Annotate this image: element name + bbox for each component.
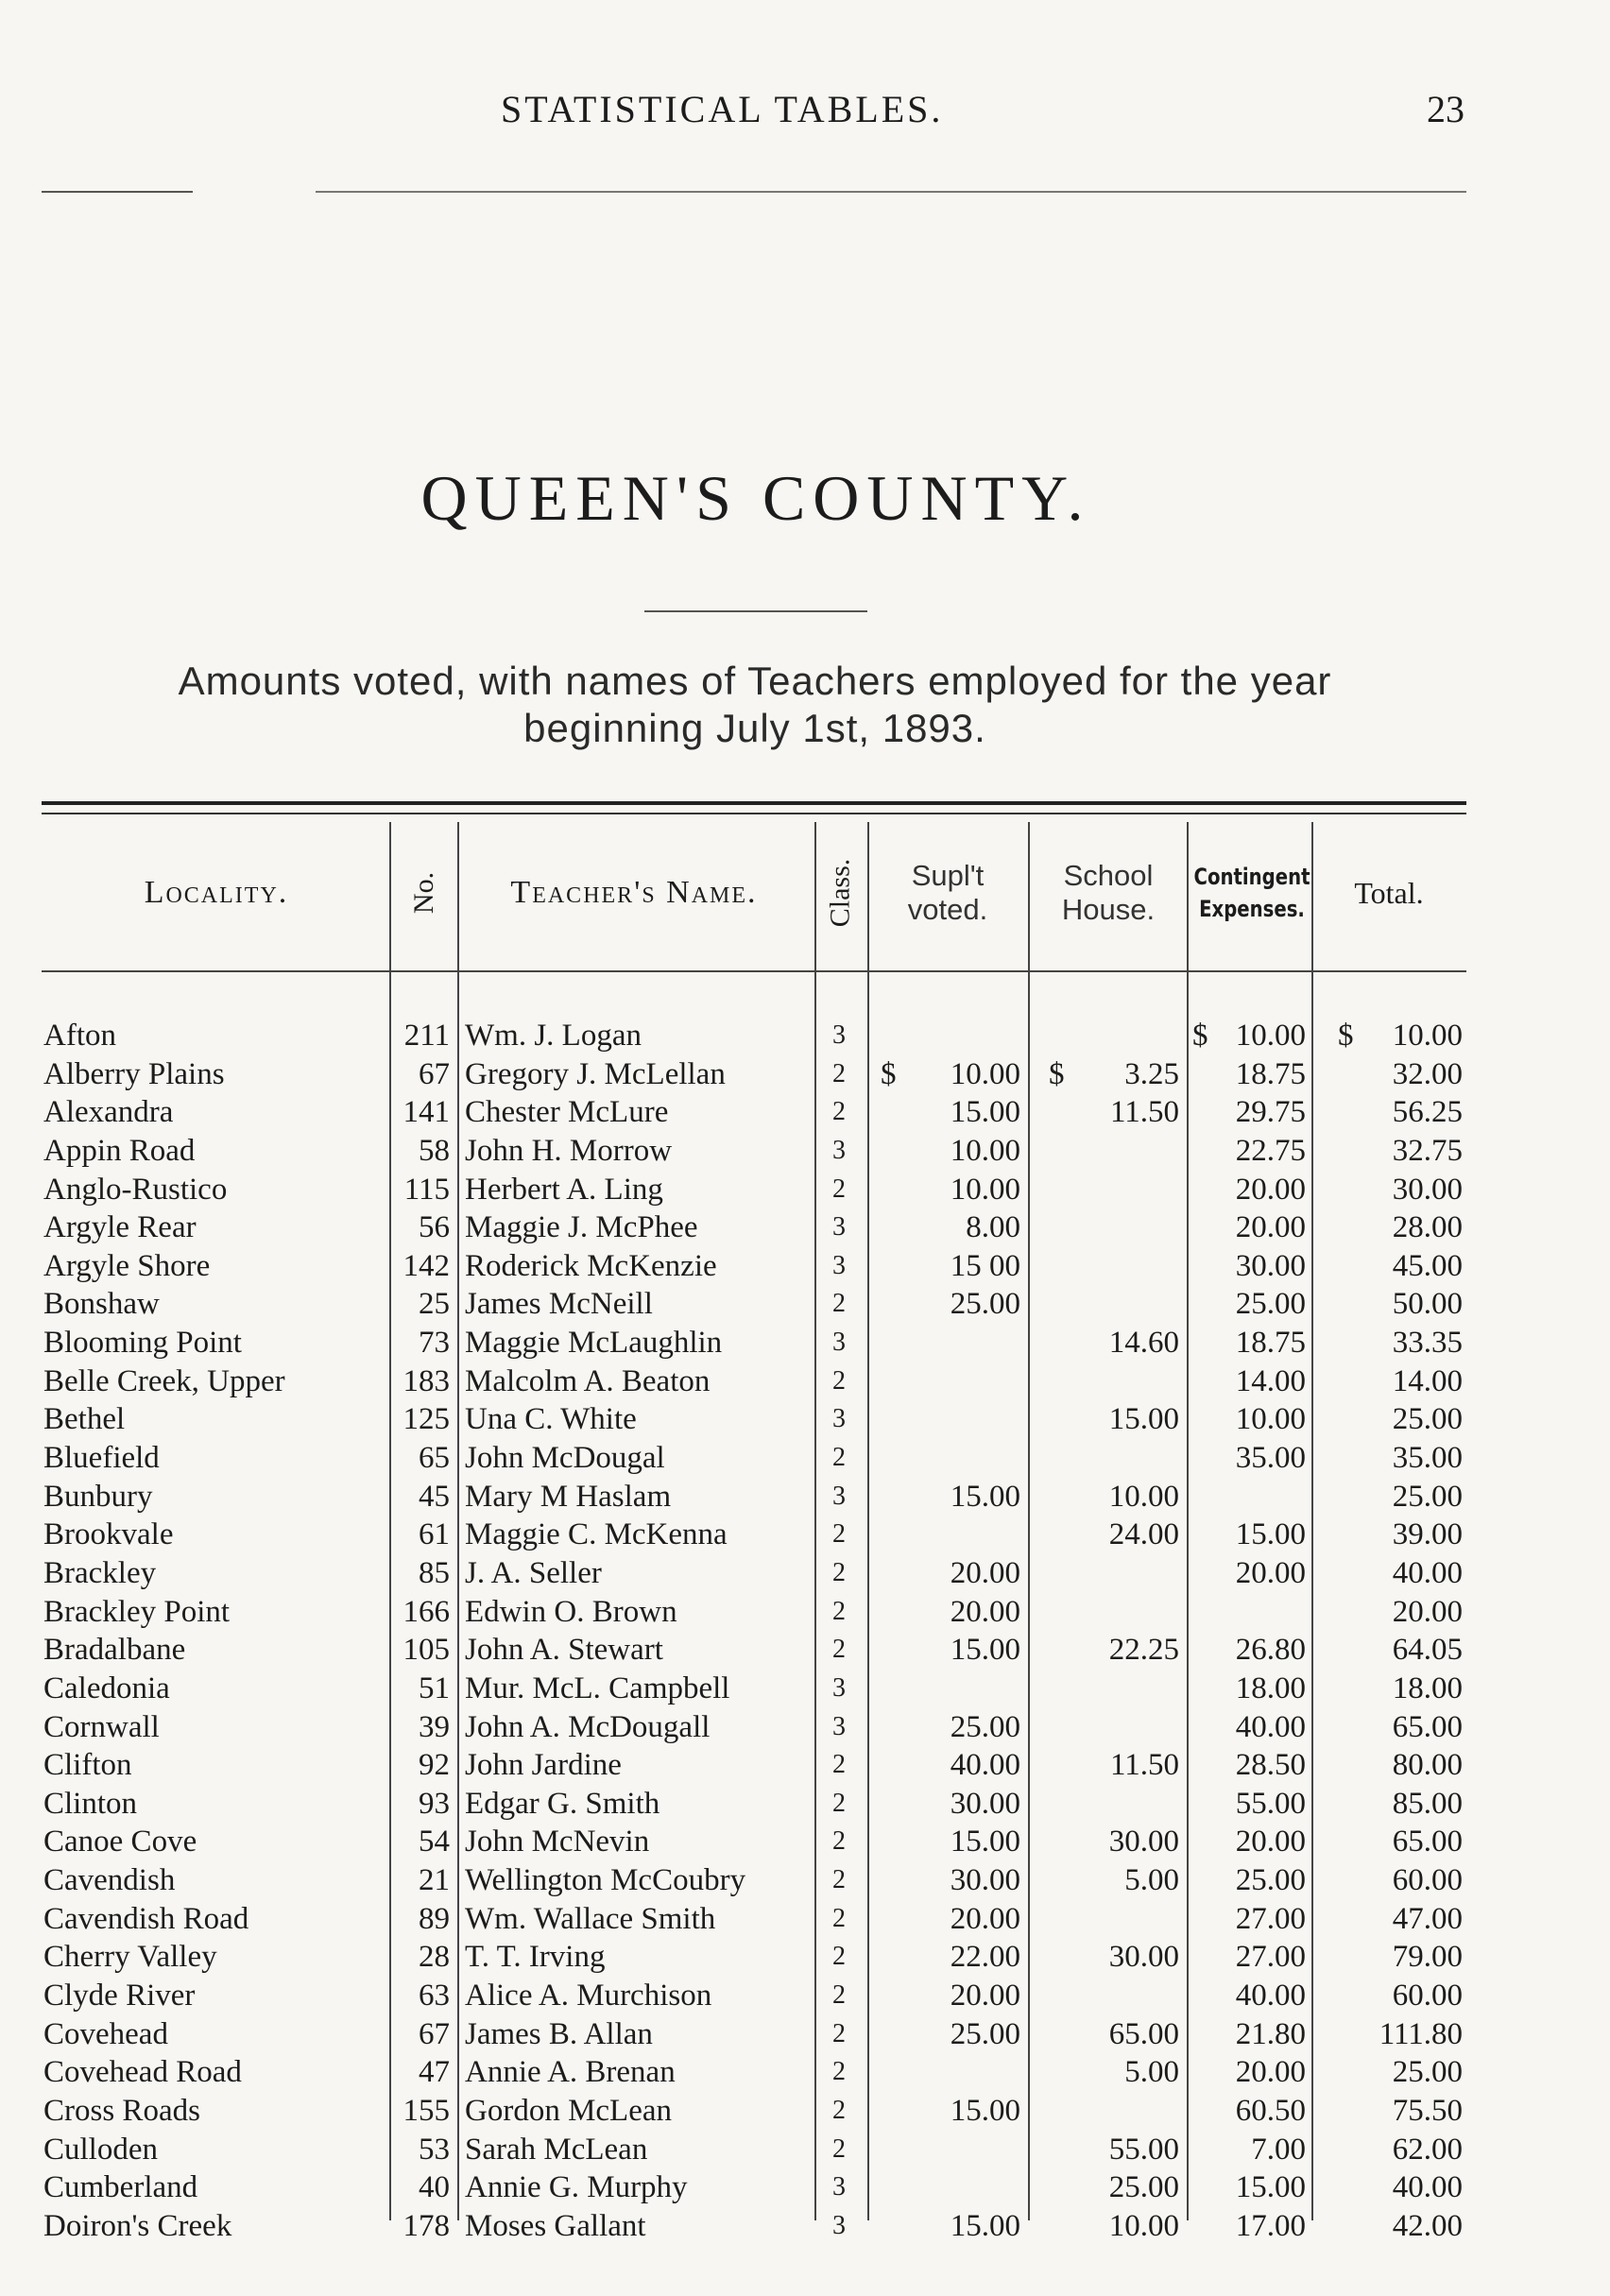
contingent-expenses-cell: 25.00: [1235, 1287, 1306, 1322]
locality-cell: Blooming Point: [43, 1326, 242, 1361]
contingent-expenses-cell: 35.00: [1235, 1441, 1306, 1476]
total-cell: 56.25: [1392, 1095, 1463, 1130]
suplt-voted-cell: 22.00: [950, 1940, 1020, 1975]
school-house-cell: 65.00: [1108, 2016, 1179, 2051]
suplt-voted-cell: 15.00: [950, 1825, 1020, 1859]
number-cell: 85: [419, 1555, 450, 1590]
teacher-name-cell: Mur. McL. Campbell: [465, 1671, 730, 1705]
class-cell: 3: [832, 2172, 846, 2202]
table-row: [0, 1283, 1610, 1322]
school-house-cell: 30.00: [1108, 1825, 1179, 1859]
teacher-name-cell: John A. McDougall: [465, 1709, 711, 1744]
table-row: [0, 1361, 1610, 1399]
contingent-expenses-cell: 26.80: [1235, 1633, 1306, 1668]
teacher-name-cell: Chester McLure: [465, 1095, 669, 1130]
class-cell: 3: [832, 1481, 846, 1511]
total-cell: 79.00: [1392, 1940, 1463, 1975]
number-cell: 28: [419, 1940, 450, 1975]
school-house-cell: 25.00: [1108, 2170, 1179, 2205]
locality-cell: Canoe Cove: [43, 1825, 197, 1859]
number-cell: 53: [419, 2132, 450, 2167]
number-cell: 105: [402, 1633, 450, 1668]
locality-cell: Bluefield: [43, 1441, 160, 1476]
total-cell: 75.50: [1392, 2093, 1463, 2128]
number-cell: 61: [419, 1517, 450, 1552]
contingent-expenses-cell: 27.00: [1235, 1940, 1306, 1975]
table-row: [0, 1091, 1610, 1130]
col-header-school-house: School House.: [1061, 859, 1156, 926]
contingent-expenses-cell: 18.75: [1235, 1056, 1306, 1091]
title-rule: [644, 610, 867, 612]
table-row: [0, 1706, 1610, 1745]
table-row: [0, 1245, 1610, 1284]
locality-cell: Cornwall: [43, 1709, 160, 1744]
locality-cell: Covehead: [43, 2016, 168, 2051]
teacher-name-cell: Annie G. Murphy: [465, 2170, 688, 2205]
total-cell: 39.00: [1392, 1517, 1463, 1552]
locality-cell: Cumberland: [43, 2170, 198, 2205]
school-house-cell: 30.00: [1108, 1940, 1179, 1975]
total-cell: 47.00: [1392, 1901, 1463, 1936]
suplt-voted-cell: 15 00: [950, 1248, 1020, 1283]
teacher-name-cell: Wm. J. Logan: [465, 1019, 642, 1053]
class-cell: 2: [832, 2095, 846, 2125]
suplt-voted-cell: 8.00: [966, 1210, 1020, 1245]
class-cell: 2: [832, 2018, 846, 2048]
contingent-expenses-cell: 10.00: [1235, 1402, 1306, 1437]
locality-cell: Cross Roads: [43, 2093, 200, 2128]
caption-line-2: beginning July 1st, 1893.: [523, 706, 986, 750]
contingent-expenses-cell: 10.00: [1235, 1019, 1306, 1053]
teacher-name-cell: Roderick McKenzie: [465, 1248, 717, 1283]
number-cell: 93: [419, 1786, 450, 1821]
teacher-name-cell: John A. Stewart: [465, 1633, 663, 1668]
class-cell: 3: [832, 1212, 846, 1242]
table-body: [0, 1015, 1610, 2244]
head-rule-left: [42, 191, 193, 193]
number-cell: 67: [419, 1056, 450, 1091]
table-row: [0, 1629, 1610, 1668]
number-cell: 92: [419, 1748, 450, 1783]
class-cell: 3: [832, 1404, 846, 1434]
contingent-expenses-cell: 17.00: [1235, 2208, 1306, 2243]
teacher-name-cell: Maggie McLaughlin: [465, 1326, 723, 1361]
table-row: [0, 1437, 1610, 1476]
class-cell: 2: [832, 2057, 846, 2087]
locality-cell: Cavendish: [43, 1863, 176, 1898]
school-house-cell: 5.00: [1124, 2055, 1179, 2090]
total-cell: 60.00: [1392, 1979, 1463, 2013]
number-cell: 141: [402, 1095, 450, 1130]
contingent-expenses-cell: 20.00: [1235, 1210, 1306, 1245]
class-cell: 2: [832, 1097, 846, 1127]
header-bottom-rule: [42, 970, 1466, 972]
school-house-cell: 5.00: [1124, 1863, 1179, 1898]
total-cell: 10.00: [1392, 1019, 1463, 1053]
contingent-expenses-cell: 60.50: [1235, 2093, 1306, 2128]
suplt-voted-cell: 25.00: [950, 2016, 1020, 2051]
teacher-name-cell: Malcolm A. Beaton: [465, 1363, 711, 1398]
number-cell: 56: [419, 1210, 450, 1245]
total-cell: 32.75: [1392, 1133, 1463, 1168]
table-row: [0, 1783, 1610, 1822]
total-cell: 30.00: [1392, 1172, 1463, 1207]
page-number: 23: [1427, 88, 1464, 130]
number-cell: 211: [403, 1019, 450, 1053]
col-header-contingent: Contingent Expenses.: [1193, 864, 1310, 922]
currency-symbol: $: [1049, 1056, 1065, 1091]
number-cell: 45: [419, 1479, 450, 1514]
class-cell: 2: [832, 1557, 846, 1587]
total-cell: 111.80: [1379, 2016, 1463, 2051]
school-house-cell: 3.25: [1124, 1056, 1179, 1091]
locality-cell: Brackley Point: [43, 1594, 231, 1629]
teacher-name-cell: Wm. Wallace Smith: [465, 1901, 716, 1936]
teacher-name-cell: Edgar G. Smith: [465, 1786, 660, 1821]
number-cell: 125: [402, 1402, 450, 1437]
contingent-expenses-cell: 20.00: [1235, 1555, 1306, 1590]
class-cell: 2: [832, 1058, 846, 1088]
total-cell: 64.05: [1392, 1633, 1463, 1668]
teacher-name-cell: Moses Gallant: [465, 2208, 646, 2243]
suplt-voted-cell: 10.00: [950, 1133, 1020, 1168]
locality-cell: Cavendish Road: [43, 1901, 249, 1936]
school-house-cell: 10.00: [1108, 1479, 1179, 1514]
contingent-expenses-cell: 27.00: [1235, 1901, 1306, 1936]
number-cell: 51: [419, 1671, 450, 1705]
suplt-voted-cell: 10.00: [950, 1056, 1020, 1091]
table-row: [0, 1821, 1610, 1859]
contingent-expenses-cell: 7.00: [1251, 2132, 1306, 2167]
class-cell: 3: [832, 1328, 846, 1358]
caption-line-1: Amounts voted, with names of Teachers employed for the year: [178, 659, 1332, 703]
teacher-name-cell: Gregory J. McLellan: [465, 1056, 726, 1091]
locality-cell: Brookvale: [43, 1517, 174, 1552]
contingent-expenses-cell: 20.00: [1235, 1172, 1306, 1207]
teacher-name-cell: Maggie C. McKenna: [465, 1517, 728, 1552]
teacher-name-cell: Mary M Haslam: [465, 1479, 672, 1514]
number-cell: 58: [419, 1133, 450, 1168]
total-cell: 62.00: [1392, 2132, 1463, 2167]
contingent-expenses-cell: 18.00: [1235, 1671, 1306, 1705]
table-row: [0, 2205, 1610, 2244]
suplt-voted-cell: 20.00: [950, 1901, 1020, 1936]
locality-cell: Anglo-Rustico: [43, 1172, 228, 1207]
total-cell: 28.00: [1392, 1210, 1463, 1245]
locality-cell: Clifton: [43, 1748, 132, 1783]
school-house-cell: 55.00: [1108, 2132, 1179, 2167]
number-cell: 21: [419, 1863, 450, 1898]
class-cell: 2: [832, 1635, 846, 1665]
contingent-expenses-cell: 40.00: [1235, 1709, 1306, 1744]
class-cell: 2: [832, 1980, 846, 2011]
class-cell: 3: [832, 1250, 846, 1280]
total-cell: 25.00: [1392, 1479, 1463, 1514]
class-cell: 2: [832, 1365, 846, 1396]
table-row: [0, 1744, 1610, 1783]
total-cell: 60.00: [1392, 1863, 1463, 1898]
teacher-name-cell: Alice A. Murchison: [465, 1979, 712, 2013]
table-row: [0, 1398, 1610, 1437]
class-cell: 2: [832, 1788, 846, 1818]
contingent-expenses-cell: 28.50: [1235, 1748, 1306, 1783]
locality-cell: Doiron's Creek: [43, 2208, 232, 2243]
contingent-expenses-cell: 18.75: [1235, 1326, 1306, 1361]
class-cell: 3: [832, 1672, 846, 1703]
school-house-cell: 11.50: [1109, 1095, 1179, 1130]
table-row: [0, 1975, 1610, 2013]
teacher-name-cell: Herbert A. Ling: [465, 1172, 663, 1207]
table-row: [0, 1668, 1610, 1706]
contingent-expenses-cell: 55.00: [1235, 1786, 1306, 1821]
school-house-cell: 10.00: [1108, 2208, 1179, 2243]
running-title: STATISTICAL TABLES.: [501, 88, 944, 130]
currency-symbol: $: [1338, 1019, 1354, 1053]
total-cell: 20.00: [1392, 1594, 1463, 1629]
teacher-name-cell: T. T. Irving: [465, 1940, 606, 1975]
class-cell: 3: [832, 2210, 846, 2240]
class-cell: 2: [832, 1519, 846, 1550]
total-cell: 80.00: [1392, 1748, 1463, 1783]
total-cell: 18.00: [1392, 1671, 1463, 1705]
class-cell: 2: [832, 1826, 846, 1857]
suplt-voted-cell: 20.00: [950, 1979, 1020, 2013]
table-row: [0, 1476, 1610, 1515]
number-cell: 115: [403, 1172, 450, 1207]
locality-cell: Culloden: [43, 2132, 158, 2167]
class-cell: 2: [832, 1750, 846, 1780]
suplt-voted-cell: 15.00: [950, 2093, 1020, 2128]
table-row: [0, 1130, 1610, 1169]
total-cell: 40.00: [1392, 1555, 1463, 1590]
table-row: [0, 1322, 1610, 1361]
total-cell: 65.00: [1392, 1825, 1463, 1859]
total-cell: 33.35: [1392, 1326, 1463, 1361]
number-cell: 89: [419, 1901, 450, 1936]
locality-cell: Afton: [43, 1019, 116, 1053]
class-cell: 3: [832, 1135, 846, 1165]
class-cell: 2: [832, 1289, 846, 1319]
col-header-class: Class.: [824, 858, 856, 928]
table-row: [0, 1054, 1610, 1092]
suplt-voted-cell: 25.00: [950, 1709, 1020, 1744]
teacher-name-cell: Una C. White: [465, 1402, 637, 1437]
locality-cell: Clyde River: [43, 1979, 196, 2013]
class-cell: 2: [832, 1903, 846, 1933]
teacher-name-cell: Maggie J. McPhee: [465, 1210, 698, 1245]
total-cell: 32.00: [1392, 1056, 1463, 1091]
table-row: [0, 2090, 1610, 2129]
number-cell: 183: [402, 1363, 450, 1398]
teacher-name-cell: John McNevin: [465, 1825, 650, 1859]
suplt-voted-cell: 20.00: [950, 1555, 1020, 1590]
suplt-voted-cell: 10.00: [950, 1172, 1020, 1207]
class-cell: 2: [832, 1865, 846, 1895]
number-cell: 40: [419, 2170, 450, 2205]
table-caption: [42, 658, 1468, 752]
teacher-name-cell: John McDougal: [465, 1441, 665, 1476]
table-top-rule: [42, 801, 1466, 805]
suplt-voted-cell: 15.00: [950, 1095, 1020, 1130]
class-cell: 2: [832, 2133, 846, 2164]
number-cell: 47: [419, 2055, 450, 2090]
number-cell: 25: [419, 1287, 450, 1322]
table-row: [0, 1169, 1610, 1208]
number-cell: 63: [419, 1979, 450, 2013]
col-header-no: No.: [407, 871, 439, 915]
locality-cell: Alberry Plains: [43, 1056, 225, 1091]
locality-cell: Appin Road: [43, 1133, 196, 1168]
table-row: [0, 1591, 1610, 1630]
locality-cell: Argyle Rear: [43, 1210, 197, 1245]
suplt-voted-cell: 30.00: [950, 1863, 1020, 1898]
table-row: [0, 1859, 1610, 1898]
table-row: [0, 2129, 1610, 2167]
col-header-locality: Locality.: [144, 875, 289, 910]
class-cell: 2: [832, 1942, 846, 1972]
class-cell: 2: [832, 1174, 846, 1204]
total-cell: 25.00: [1392, 1402, 1463, 1437]
locality-cell: Bradalbane: [43, 1633, 186, 1668]
contingent-expenses-cell: 29.75: [1235, 1095, 1306, 1130]
total-cell: 42.00: [1392, 2208, 1463, 2243]
contingent-expenses-cell: 40.00: [1235, 1979, 1306, 2013]
running-head: [0, 87, 1610, 134]
teacher-name-cell: J. A. Seller: [465, 1555, 602, 1590]
school-house-cell: 24.00: [1108, 1517, 1179, 1552]
table-row: [0, 1936, 1610, 1975]
teacher-name-cell: Sarah McLean: [465, 2132, 648, 2167]
class-cell: 3: [832, 1020, 846, 1050]
table-row: [0, 1898, 1610, 1937]
contingent-expenses-cell: 15.00: [1235, 1517, 1306, 1552]
suplt-voted-cell: 40.00: [950, 1748, 1020, 1783]
table-row: [0, 1015, 1610, 1054]
col-header-teacher: Teacher's Name.: [510, 875, 758, 910]
table-row: [0, 1514, 1610, 1552]
number-cell: 65: [419, 1441, 450, 1476]
teacher-name-cell: James B. Allan: [465, 2016, 653, 2051]
number-cell: 142: [402, 1248, 450, 1283]
locality-cell: Bethel: [43, 1402, 126, 1437]
teacher-name-cell: John H. Morrow: [465, 1133, 673, 1168]
locality-cell: Bunbury: [43, 1479, 153, 1514]
locality-cell: Caledonia: [43, 1671, 170, 1705]
contingent-expenses-cell: 20.00: [1235, 2055, 1306, 2090]
suplt-voted-cell: 25.00: [950, 1287, 1020, 1322]
locality-cell: Covehead Road: [43, 2055, 242, 2090]
table-row: [0, 2013, 1610, 2052]
teacher-name-cell: Wellington McCoubry: [465, 1863, 746, 1898]
col-header-total: Total.: [1354, 876, 1424, 910]
contingent-expenses-cell: 30.00: [1235, 1248, 1306, 1283]
currency-symbol: $: [1192, 1019, 1208, 1053]
contingent-expenses-cell: 20.00: [1235, 1825, 1306, 1859]
locality-cell: Argyle Shore: [43, 1248, 211, 1283]
table-row: [0, 1207, 1610, 1245]
teacher-name-cell: John Jardine: [465, 1748, 622, 1783]
number-cell: 178: [402, 2208, 450, 2243]
suplt-voted-cell: 15.00: [950, 2208, 1020, 2243]
teacher-name-cell: Annie A. Brenan: [465, 2055, 676, 2090]
suplt-voted-cell: 30.00: [950, 1786, 1020, 1821]
number-cell: 67: [419, 2016, 450, 2051]
contingent-expenses-cell: 14.00: [1235, 1363, 1306, 1398]
school-house-cell: 15.00: [1108, 1402, 1179, 1437]
locality-cell: Clinton: [43, 1786, 138, 1821]
table-row: [0, 2051, 1610, 2090]
table-top-rule-thin: [42, 813, 1466, 814]
suplt-voted-cell: 20.00: [950, 1594, 1020, 1629]
total-cell: 25.00: [1392, 2055, 1463, 2090]
suplt-voted-cell: 15.00: [950, 1479, 1020, 1514]
locality-cell: Belle Creek, Upper: [43, 1363, 285, 1398]
total-cell: 85.00: [1392, 1786, 1463, 1821]
head-rule-right: [316, 191, 1466, 193]
locality-cell: Alexandra: [43, 1095, 174, 1130]
total-cell: 50.00: [1392, 1287, 1463, 1322]
contingent-expenses-cell: 21.80: [1235, 2016, 1306, 2051]
suplt-voted-cell: 15.00: [950, 1633, 1020, 1668]
locality-cell: Bonshaw: [43, 1287, 160, 1322]
contingent-expenses-cell: 15.00: [1235, 2170, 1306, 2205]
total-cell: 45.00: [1392, 1248, 1463, 1283]
total-cell: 40.00: [1392, 2170, 1463, 2205]
school-house-cell: 14.60: [1108, 1326, 1179, 1361]
teacher-name-cell: Gordon McLean: [465, 2093, 673, 2128]
number-cell: 39: [419, 1709, 450, 1744]
school-house-cell: 22.25: [1108, 1633, 1179, 1668]
number-cell: 166: [402, 1594, 450, 1629]
teacher-name-cell: Edwin O. Brown: [465, 1594, 677, 1629]
col-header-suplt: Supl't voted.: [907, 859, 988, 926]
school-house-cell: 11.50: [1109, 1748, 1179, 1783]
class-cell: 2: [832, 1443, 846, 1473]
class-cell: 2: [832, 1596, 846, 1626]
locality-cell: Cherry Valley: [43, 1940, 217, 1975]
number-cell: 73: [419, 1326, 450, 1361]
contingent-expenses-cell: 25.00: [1235, 1863, 1306, 1898]
total-cell: 14.00: [1392, 1363, 1463, 1398]
table-row: [0, 1552, 1610, 1591]
number-cell: 155: [402, 2093, 450, 2128]
number-cell: 54: [419, 1825, 450, 1859]
contingent-expenses-cell: 22.75: [1235, 1133, 1306, 1168]
county-title: QUEEN'S COUNTY.: [420, 462, 1091, 534]
teacher-name-cell: James McNeill: [465, 1287, 653, 1322]
total-cell: 35.00: [1392, 1441, 1463, 1476]
total-cell: 65.00: [1392, 1709, 1463, 1744]
class-cell: 3: [832, 1711, 846, 1741]
table-row: [0, 2167, 1610, 2205]
locality-cell: Brackley: [43, 1555, 157, 1590]
currency-symbol: $: [881, 1056, 897, 1091]
